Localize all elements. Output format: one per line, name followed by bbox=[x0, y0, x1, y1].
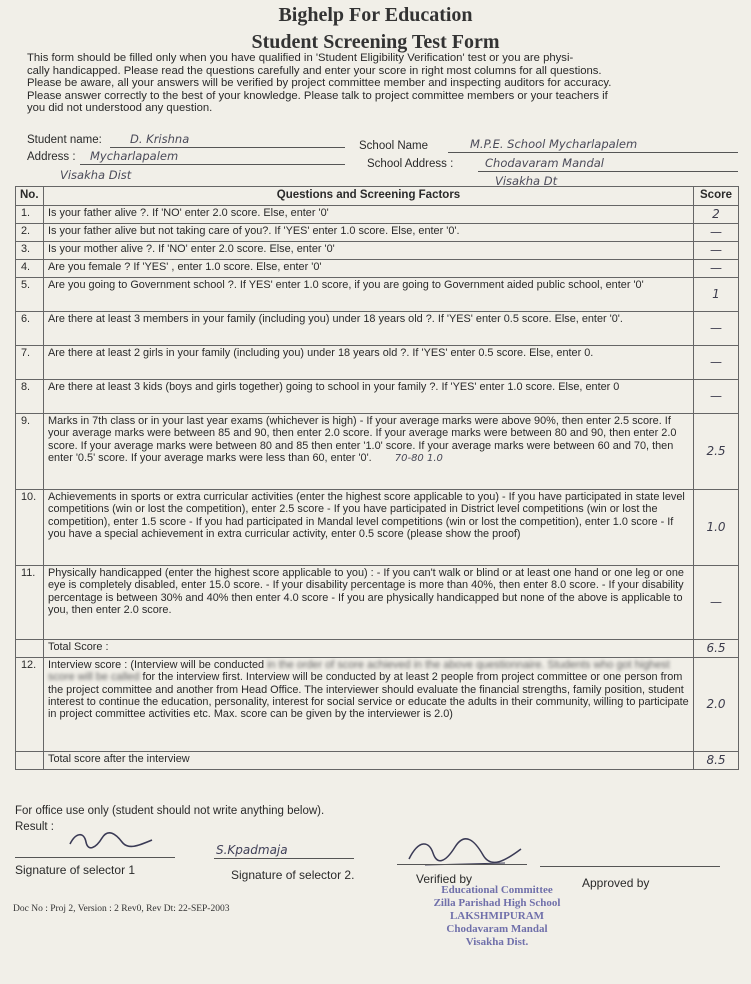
verifier-signature-line bbox=[397, 864, 527, 865]
selector-2-signature-label: Signature of selector 2. bbox=[231, 868, 355, 882]
question-text: Is your father alive ?. If 'NO' enter 2.0 score. Else, enter '0' bbox=[44, 206, 694, 224]
interview-text-obscured: in the order of score achieved in the above questionnaire. Students who got highest score will be called bbox=[48, 659, 670, 684]
row-number: 5. bbox=[16, 278, 44, 312]
question-text: Are you going to Government school ?. If YES' enter 1.0 score, if you are going to Government aided public school, enter '0' bbox=[44, 278, 694, 312]
school-address-line-2[interactable]: Visakha Dt bbox=[495, 174, 558, 188]
row-number: 6. bbox=[16, 312, 44, 346]
question-text: Achievements in sports or extra curricular activities (enter the highest score applicable to you) - If you have participated in state level competitions (win or lost the competition), enter 2.5 score - If you have participated in District level competitions (win or lost the competition), enter 1.5 score - If you had participated in Mandal level competitions (win or lost the competition), enter 1.0 score - If you have a special achievement in extra curricular activity, enter 0.5 score (please show the proof) bbox=[44, 490, 694, 566]
result-label: Result : bbox=[15, 821, 54, 833]
score-cell[interactable]: — bbox=[694, 242, 739, 260]
interview-score-cell[interactable]: 2.0 bbox=[694, 658, 739, 752]
question-text: Marks in 7th class or in your last year exams (whichever is high) - If your average marks were above 90%, then enter 2.5 score. If your average marks were between 85 and 90, then enter 2.0 score. If your average marks were between 80 and 90, then enter 2.0 score. If your average marks were between 80 and 85 then enter '1.0' score. If your average marks were between 60 and 70, then enter '0.5' score. If your average marks were less than 60, enter '0'. bbox=[48, 415, 677, 464]
office-use-note: For office use only (student should not write anything below). bbox=[15, 805, 325, 817]
table-row bbox=[16, 242, 739, 260]
interview-row bbox=[16, 658, 739, 752]
total-after-interview-label: Total score after the interview bbox=[44, 752, 694, 770]
instruction-line: cally handicapped. Please read the questions carefully and enter your score in right most columns for all questions. bbox=[27, 64, 602, 77]
table-row bbox=[16, 278, 739, 312]
table-row bbox=[16, 414, 739, 490]
school-address-line-1-rule bbox=[478, 171, 738, 172]
instruction-line: Please answer correctly to the best of your knowledge. Please talk to project committee members or your teachers if bbox=[27, 89, 608, 102]
table-row bbox=[16, 206, 739, 224]
row-number: 4. bbox=[16, 260, 44, 278]
row-number: 8. bbox=[16, 380, 44, 414]
total-after-interview-value[interactable]: 8.5 bbox=[694, 752, 739, 770]
table-row bbox=[16, 260, 739, 278]
address-line-1-rule bbox=[80, 164, 345, 165]
score-cell[interactable]: — bbox=[694, 380, 739, 414]
handwritten-note: 70-80 1.0 bbox=[394, 452, 443, 464]
total-score-label: Total Score : bbox=[44, 640, 694, 658]
address-label: Address : bbox=[27, 151, 76, 163]
instructions-paragraph bbox=[27, 52, 739, 115]
score-cell[interactable]: 2.5 bbox=[694, 414, 739, 490]
stamp-line: Educational Committee bbox=[441, 884, 553, 896]
approver-signature-line bbox=[540, 866, 720, 867]
instruction-line: you did not understood any question. bbox=[27, 102, 213, 115]
selector-1-signature-label: Signature of selector 1 bbox=[15, 863, 136, 877]
interview-text-a: Interview score : (Interview will be conducted bbox=[48, 659, 265, 671]
question-text: Are there at least 2 girls in your family (including you) under 18 years old ?. If 'YES' enter 0.5 score. Else, enter 0. bbox=[44, 346, 694, 380]
score-cell[interactable]: — bbox=[694, 346, 739, 380]
stamp-line: Zilla Parishad High School bbox=[433, 897, 561, 909]
interview-text-c: for the interview first. Interview will be conducted by at least 2 people from project committee or one person from the project committee and another from Head Office. The interviewer should evaluate the financial strengths, family position, student interest to continue the education, personality, interest for social service or educate the adults in their community, willing to participate in project committee activities etc. Max. score can be given by the interviewer is 2.0) bbox=[48, 671, 689, 721]
selector-1-signature-line bbox=[15, 857, 175, 858]
total-score-value[interactable]: 6.5 bbox=[694, 640, 739, 658]
question-text: Are you female ? If 'YES' , enter 1.0 score. Else, enter '0' bbox=[44, 260, 694, 278]
score-cell[interactable]: 1.0 bbox=[694, 490, 739, 566]
score-cell[interactable]: — bbox=[694, 566, 739, 640]
col-score-header: Score bbox=[694, 187, 739, 206]
table-header-row bbox=[16, 187, 739, 206]
address-line-1[interactable]: Mycharlapalem bbox=[90, 149, 179, 163]
stamp-line: Visakha Dist. bbox=[465, 936, 529, 948]
school-name-value[interactable]: M.P.E. School Mycharlapalem bbox=[470, 137, 638, 151]
question-text: Physically handicapped (enter the highest score applicable to you) : - If you can't walk or blind or at least one hand or one leg or one eye is completely disabled, enter 15.0 score. - If your disability percentage is more than 40%, then enter 8.0 score. - If your disability percentage is between 30% and 40% then enter 4.0 score - If you are physically handicapped but none of the above is applicable to you, then enter 2.0 score. bbox=[44, 566, 694, 640]
student-name-line bbox=[110, 147, 345, 148]
student-name-value[interactable]: D. Krishna bbox=[130, 132, 190, 146]
total-score-row bbox=[16, 640, 739, 658]
table-row bbox=[16, 346, 739, 380]
score-cell[interactable]: — bbox=[694, 224, 739, 242]
form-title: Student Screening Test Form bbox=[251, 31, 500, 53]
question-text: Is your father alive but not taking care of you?. If 'YES' enter 1.0 score. Else, enter '0'. bbox=[44, 224, 694, 242]
school-address-line-1[interactable]: Chodavaram Mandal bbox=[485, 156, 604, 170]
interview-question-cell bbox=[44, 658, 694, 752]
table-row bbox=[16, 224, 739, 242]
selector-2-signature-mark: S.Kpadmaja bbox=[216, 843, 288, 857]
score-cell[interactable]: — bbox=[694, 260, 739, 278]
selector-1-signature-mark bbox=[66, 826, 156, 854]
document-number: Doc No : Proj 2, Version : 2 Rev0, Rev Dt: 22-SEP-2003 bbox=[13, 904, 230, 914]
screening-questions-table bbox=[15, 186, 739, 770]
question-cell bbox=[44, 414, 694, 490]
score-cell[interactable]: — bbox=[694, 312, 739, 346]
school-address-label: School Address : bbox=[367, 158, 454, 170]
row-number: 12. bbox=[16, 658, 44, 752]
row-number: 10. bbox=[16, 490, 44, 566]
stamp-line: LAKSHMIPURAM bbox=[449, 910, 545, 922]
approved-by-label: Approved by bbox=[582, 876, 650, 890]
score-cell[interactable]: 2 bbox=[694, 206, 739, 224]
col-no-header: No. bbox=[16, 187, 44, 206]
instruction-line: Please be aware, all your answers will be verified by project committee member and inspecting auditors for accuracy. bbox=[27, 77, 612, 90]
row-number: 9. bbox=[16, 414, 44, 490]
school-name-label: School Name bbox=[359, 140, 429, 152]
question-text: Is your mother alive ?. If 'NO' enter 2.0 score. Else, enter '0' bbox=[44, 242, 694, 260]
stamp-line: Chodavaram Mandal bbox=[446, 923, 548, 935]
question-text: Are there at least 3 kids (boys and girls together) going to school in your family ?. If 'YES' enter 1.0 score. Else, enter 0 bbox=[44, 380, 694, 414]
question-text: Are there at least 3 members in your family (including you) under 18 years old ?. If 'YES' enter 0.5 score. Else, enter '0'. bbox=[44, 312, 694, 346]
instruction-line: This form should be filled only when you have qualified in 'Student Eligibility Verification' test or you are physi- bbox=[27, 52, 574, 64]
row-number: 2. bbox=[16, 224, 44, 242]
selector-2-signature-line bbox=[214, 858, 354, 859]
table-row bbox=[16, 312, 739, 346]
row-number: 3. bbox=[16, 242, 44, 260]
verified-by-label: Verified by bbox=[416, 872, 473, 886]
organization-name: Bighelp For Education bbox=[278, 4, 473, 26]
row-number: 1. bbox=[16, 206, 44, 224]
row-number: 7. bbox=[16, 346, 44, 380]
table-row bbox=[16, 490, 739, 566]
row-number: 11. bbox=[16, 566, 44, 640]
total-after-interview-row bbox=[16, 752, 739, 770]
address-line-2[interactable]: Visakha Dist bbox=[60, 168, 132, 182]
school-stamp bbox=[392, 884, 602, 949]
score-cell[interactable]: 1 bbox=[694, 278, 739, 312]
table-row bbox=[16, 566, 739, 640]
col-questions-header: Questions and Screening Factors bbox=[44, 187, 694, 206]
table-row bbox=[16, 380, 739, 414]
student-name-label: Student name: bbox=[27, 134, 102, 146]
school-name-line bbox=[448, 152, 738, 153]
